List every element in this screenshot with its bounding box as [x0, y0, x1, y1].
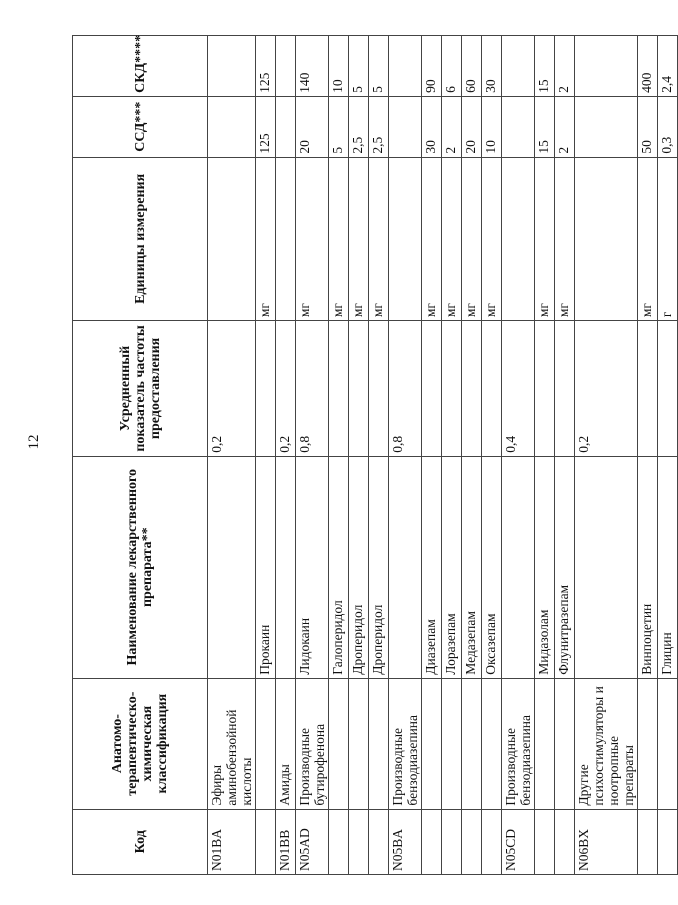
cell-skd: 90 — [422, 36, 442, 97]
cell-atc — [442, 678, 462, 809]
cell-atc — [349, 678, 369, 809]
cell-ssd: 5 — [329, 96, 349, 157]
table-row — [296, 36, 329, 875]
cell-skd: 6 — [442, 36, 462, 97]
cell-skd: 2 — [555, 36, 575, 97]
table-row — [575, 36, 638, 875]
cell-atc: Эфиры аминобензойной кислоты — [208, 678, 256, 809]
cell-drug — [276, 456, 296, 678]
cell-atc — [422, 678, 442, 809]
cell-unit: мг — [296, 157, 329, 321]
col-code-header: Код — [73, 809, 208, 874]
table-row — [442, 36, 462, 875]
cell-code: N06BX — [575, 809, 638, 874]
rotated-page — [72, 34, 674, 875]
cell-freq — [422, 321, 442, 457]
cell-drug: Дроперидол — [369, 456, 389, 678]
cell-ssd — [276, 96, 296, 157]
cell-atc: Производные бензодиазепина — [389, 678, 422, 809]
cell-skd: 2,4 — [658, 36, 678, 97]
cell-freq: 0,2 — [575, 321, 638, 457]
cell-code: N05CD — [502, 809, 535, 874]
cell-freq: 0,8 — [389, 321, 422, 457]
cell-code — [658, 809, 678, 874]
cell-skd: 10 — [329, 36, 349, 97]
cell-unit — [575, 157, 638, 321]
cell-code — [442, 809, 462, 874]
cell-freq — [535, 321, 555, 457]
cell-ssd: 50 — [638, 96, 658, 157]
cell-unit — [276, 157, 296, 321]
cell-atc — [535, 678, 555, 809]
cell-skd: 5 — [349, 36, 369, 97]
cell-skd: 125 — [256, 36, 276, 97]
cell-skd — [276, 36, 296, 97]
cell-freq — [638, 321, 658, 457]
cell-skd — [208, 36, 256, 97]
cell-code — [462, 809, 482, 874]
cell-drug: Лидокаин — [296, 456, 329, 678]
cell-ssd: 125 — [256, 96, 276, 157]
cell-code: N01BB — [276, 809, 296, 874]
col-drug-header: Наименование лекарственного препарата** — [73, 456, 208, 678]
table-row — [462, 36, 482, 875]
table-row — [389, 36, 422, 875]
cell-atc: Производные бензодиазепина — [502, 678, 535, 809]
col-unit-header: Единицы измерения — [73, 157, 208, 321]
cell-skd — [502, 36, 535, 97]
cell-code — [369, 809, 389, 874]
cell-drug: Дроперидол — [349, 456, 369, 678]
cell-freq — [555, 321, 575, 457]
table-body — [208, 36, 678, 875]
cell-drug: Прокаин — [256, 456, 276, 678]
table-row — [555, 36, 575, 875]
cell-code — [555, 809, 575, 874]
table-row — [208, 36, 256, 875]
cell-atc — [555, 678, 575, 809]
cell-skd: 5 — [369, 36, 389, 97]
cell-atc — [369, 678, 389, 809]
cell-code: N05BA — [389, 809, 422, 874]
cell-drug: Глицин — [658, 456, 678, 678]
cell-skd: 15 — [535, 36, 555, 97]
table-row — [502, 36, 535, 875]
cell-freq — [329, 321, 349, 457]
cell-atc — [462, 678, 482, 809]
col-atc-header: Анатомо-терапевтическо-химическая классификация — [73, 678, 208, 809]
cell-code — [422, 809, 442, 874]
col-freq-header: Усредненный показатель частоты предоставления — [73, 321, 208, 457]
cell-ssd: 2 — [442, 96, 462, 157]
cell-unit: г — [658, 157, 678, 321]
col-ssd-header: ССД*** — [73, 96, 208, 157]
page-number: 12 — [26, 434, 42, 450]
cell-unit: мг — [482, 157, 502, 321]
cell-ssd — [502, 96, 535, 157]
cell-skd: 140 — [296, 36, 329, 97]
table-row — [329, 36, 349, 875]
cell-unit: мг — [462, 157, 482, 321]
cell-freq: 0,2 — [208, 321, 256, 457]
cell-unit — [208, 157, 256, 321]
cell-freq — [349, 321, 369, 457]
cell-ssd — [208, 96, 256, 157]
cell-ssd: 20 — [462, 96, 482, 157]
cell-ssd: 2 — [555, 96, 575, 157]
cell-ssd: 2,5 — [369, 96, 389, 157]
cell-unit — [502, 157, 535, 321]
table-row — [422, 36, 442, 875]
cell-code: N01BA — [208, 809, 256, 874]
cell-drug: Галоперидол — [329, 456, 349, 678]
cell-unit: мг — [638, 157, 658, 321]
cell-freq — [462, 321, 482, 457]
cell-ssd: 2,5 — [349, 96, 369, 157]
header-row — [73, 36, 208, 875]
cell-atc — [329, 678, 349, 809]
cell-unit: мг — [535, 157, 555, 321]
cell-ssd: 30 — [422, 96, 442, 157]
cell-drug: Лоразепам — [442, 456, 462, 678]
cell-freq: 0,2 — [276, 321, 296, 457]
cell-freq — [482, 321, 502, 457]
table-row — [638, 36, 658, 875]
cell-code — [535, 809, 555, 874]
cell-unit: мг — [256, 157, 276, 321]
cell-atc: Амиды — [276, 678, 296, 809]
cell-unit: мг — [349, 157, 369, 321]
cell-ssd: 15 — [535, 96, 555, 157]
cell-skd: 400 — [638, 36, 658, 97]
cell-drug: Мидазолам — [535, 456, 555, 678]
cell-code — [256, 809, 276, 874]
cell-atc — [638, 678, 658, 809]
cell-atc — [256, 678, 276, 809]
cell-atc — [658, 678, 678, 809]
table-row — [276, 36, 296, 875]
cell-freq: 0,8 — [296, 321, 329, 457]
cell-code — [349, 809, 369, 874]
cell-unit: мг — [442, 157, 462, 321]
cell-drug — [208, 456, 256, 678]
cell-ssd: 10 — [482, 96, 502, 157]
cell-drug — [389, 456, 422, 678]
cell-unit: мг — [555, 157, 575, 321]
cell-ssd — [389, 96, 422, 157]
cell-freq — [658, 321, 678, 457]
cell-unit — [389, 157, 422, 321]
cell-drug: Винпоцетин — [638, 456, 658, 678]
table-row — [535, 36, 555, 875]
cell-ssd — [575, 96, 638, 157]
cell-skd — [389, 36, 422, 97]
table-row — [369, 36, 389, 875]
cell-code — [482, 809, 502, 874]
cell-drug: Оксазепам — [482, 456, 502, 678]
cell-code — [329, 809, 349, 874]
cell-freq — [369, 321, 389, 457]
cell-atc: Производные бутирофенона — [296, 678, 329, 809]
cell-skd: 60 — [462, 36, 482, 97]
table-row — [482, 36, 502, 875]
cell-code: N05AD — [296, 809, 329, 874]
cell-ssd: 0,3 — [658, 96, 678, 157]
cell-drug: Флунитразепам — [555, 456, 575, 678]
cell-unit: мг — [329, 157, 349, 321]
col-skd-header: СКД**** — [73, 36, 208, 97]
cell-drug — [502, 456, 535, 678]
cell-atc — [482, 678, 502, 809]
cell-skd — [575, 36, 638, 97]
table-row — [349, 36, 369, 875]
cell-atc: Другие психостимуляторы и ноотропные препараты — [575, 678, 638, 809]
cell-drug: Медазепам — [462, 456, 482, 678]
cell-ssd: 20 — [296, 96, 329, 157]
cell-freq: 0,4 — [502, 321, 535, 457]
cell-unit: мг — [422, 157, 442, 321]
table-row — [658, 36, 678, 875]
cell-unit: мг — [369, 157, 389, 321]
cell-drug — [575, 456, 638, 678]
cell-drug: Диазепам — [422, 456, 442, 678]
cell-freq — [442, 321, 462, 457]
drug-table — [72, 35, 678, 875]
cell-skd: 30 — [482, 36, 502, 97]
cell-freq — [256, 321, 276, 457]
table-row — [256, 36, 276, 875]
cell-code — [638, 809, 658, 874]
